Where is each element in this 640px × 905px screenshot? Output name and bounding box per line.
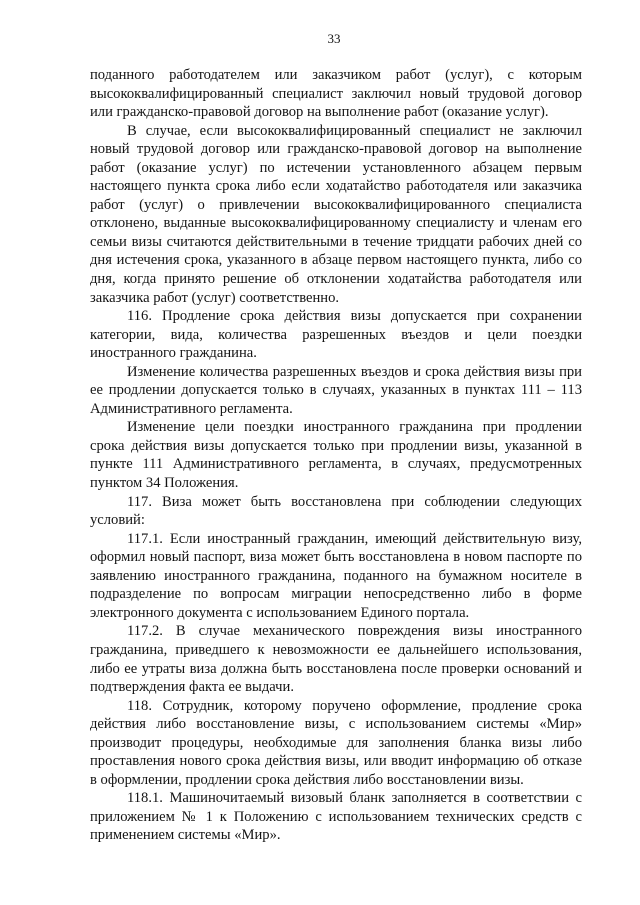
page-number: 33 bbox=[327, 31, 341, 46]
paragraph-118: 118. Сотрудник, которому поручено оформление, продление срока действия либо восстановление визы, с использованием системы «Мир» производит процедуры, необходимые для заполнения бланка визы либо проставления нового срока действия визы, или вводит информацию об отказе в оформлении, продлении срока действия либо восстановлении визы. bbox=[90, 697, 582, 788]
paragraph-continuation: поданного работодателем или заказчиком работ (услуг), с которым высококвалифицированный специалист заключил новый трудовой договор или гражданско-правовой договор на выполнение работ (оказание услуг). bbox=[90, 67, 582, 121]
paragraph-118-1: 118.1. Машиночитаемый визовый бланк заполняется в соответствии с приложением № 1 к Положению с использованием технических средств с применением системы «Мир». bbox=[90, 790, 582, 844]
paragraph-117-1: 117.1. Если иностранный гражданин, имеющий действительную визу, оформил новый паспорт, виза может быть восстановлена в новом паспорте по заявлению иностранного гражданина, поданного на бумажном носителе в подразделение по вопросам миграции непосредственно либо в форме электронного документа с использованием Единого портала. bbox=[90, 530, 582, 621]
paragraph-117: 117. Виза может быть восстановлена при соблюдении следующих условий: bbox=[90, 493, 582, 529]
paragraph: Изменение цели поездки иностранного гражданина при продлении срока действия визы допускается только при продлении визы, указанной в пункте 111 Административного регламента, в случаях, предусмотренных пунктом 34 Положения. bbox=[90, 419, 582, 492]
paragraph-117-2: 117.2. В случае механического повреждения визы иностранного гражданина, приведшего к невозможности ее дальнейшего использования, либо ее утраты виза должна быть восстановлена после проверки оснований и подтверждения факта ее выдачи. bbox=[90, 623, 582, 696]
paragraph: Изменение количества разрешенных въездов и срока действия визы при ее продлении допускается только в случаях, указанных в пунктах 111 – 113 Административного регламента. bbox=[90, 363, 582, 417]
document-body bbox=[90, 66, 582, 845]
paragraph-116: 116. Продление срока действия визы допускается при сохранении категории, вида, количества разрешенных въездов и цели поездки иностранного гражданина. bbox=[90, 308, 582, 362]
paragraph: В случае, если высококвалифицированный специалист не заключил новый трудовой договор или гражданско-правовой договор на выполнение работ (оказание услуг) по истечении установленного абзацем первым настоящего пункта срока либо если ходатайство работодателя или заказчика работ (услуг) о привлечении высококвалифицированного специалиста отклонено, выданные высококвалифицированному специалисту и членам его семьи визы считаются действительными в течение тридцати рабочих дней со дня истечения срока, указанного в абзаце первом настоящего пункта, либо со дня, когда принято решение об отклонении ходатайства работодателя или заказчика работ (услуг) соответственно. bbox=[90, 122, 582, 306]
